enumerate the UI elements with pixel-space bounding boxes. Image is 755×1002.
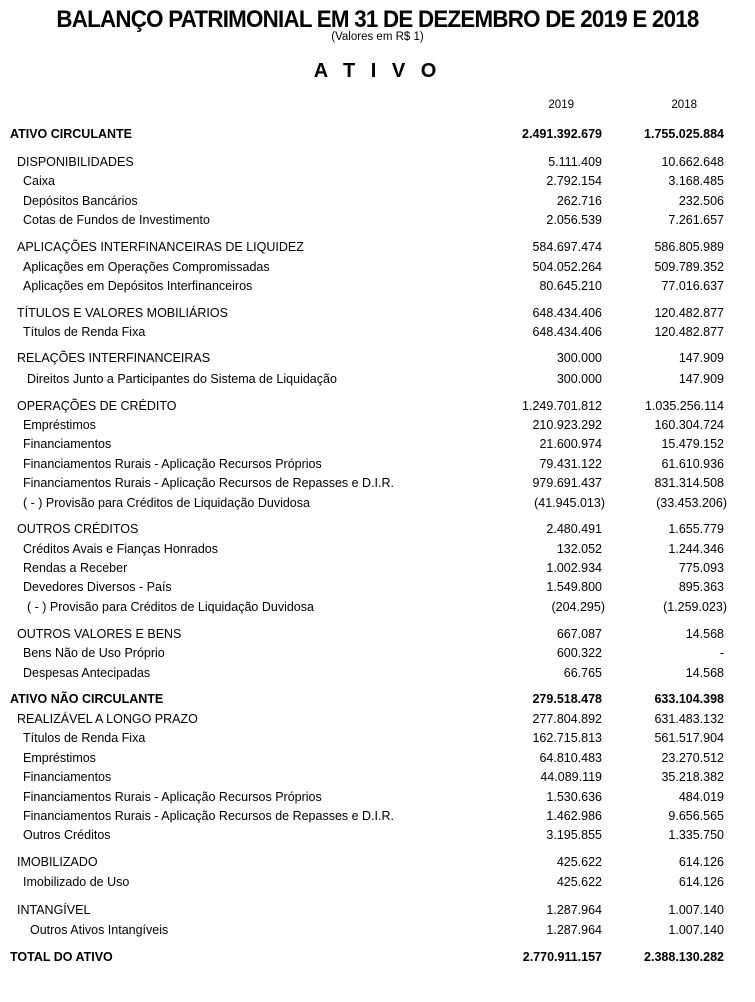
value-2019: 648.434.406 <box>532 325 602 339</box>
row-label: Cotas de Fundos de Investimento <box>23 213 210 227</box>
value-2019: 2.770.911.157 <box>522 950 602 964</box>
value-2019: 1.462.986 <box>546 809 602 823</box>
row-label: Financiamentos <box>23 770 112 784</box>
value-2019: 2.491.392.679 <box>522 127 602 141</box>
table-row <box>0 561 755 579</box>
value-2018: 633.104.398 <box>654 692 724 706</box>
value-2018: 1.655.779 <box>668 522 724 536</box>
table-group-row <box>0 950 755 968</box>
value-2019: 162.715.813 <box>532 731 602 745</box>
row-label: OUTROS CRÉDITOS <box>17 522 139 536</box>
value-2019: 425.622 <box>556 875 602 889</box>
value-2018: 10.662.648 <box>661 155 724 169</box>
row-label: Financiamentos <box>23 437 112 451</box>
value-2018: 614.126 <box>678 855 724 869</box>
value-2019: 262.716 <box>556 194 602 208</box>
row-label: DISPONIBILIDADES <box>17 155 134 169</box>
row-label: Devedores Diversos - País <box>23 580 172 594</box>
value-2018: 14.568 <box>685 666 724 680</box>
value-2019: 5.111.409 <box>548 155 602 169</box>
column-header-2019: 2019 <box>548 99 574 111</box>
value-2018: - <box>719 646 724 660</box>
value-2019: 1.287.964 <box>546 923 602 937</box>
value-2018: 3.168.485 <box>668 174 724 188</box>
table-row <box>0 496 755 514</box>
value-2018: 1.335.750 <box>668 828 724 842</box>
table-row <box>0 580 755 598</box>
row-label: TOTAL DO ATIVO <box>10 950 113 964</box>
row-label: Financiamentos Rurais - Aplicação Recursos de Repasses e D.I.R. <box>23 476 394 490</box>
row-label: Bens Não de Uso Próprio <box>23 646 165 660</box>
row-label: Financiamentos Rurais - Aplicação Recursos Próprios <box>23 790 322 804</box>
table-row <box>0 600 755 618</box>
value-2018: 1.035.256.114 <box>644 399 724 413</box>
row-label: Financiamentos Rurais - Aplicação Recursos Próprios <box>23 457 322 471</box>
row-label: Créditos Avais e Fianças Honrados <box>23 542 219 556</box>
value-2018: 23.270.512 <box>661 751 724 765</box>
value-2019: 584.697.474 <box>532 240 602 254</box>
table-row <box>0 828 755 846</box>
table-subtotal-row <box>0 627 755 645</box>
row-label: Empréstimos <box>23 418 96 432</box>
row-label: OUTROS VALORES E BENS <box>17 627 182 641</box>
value-2018: 586.805.989 <box>654 240 724 254</box>
row-label: INTANGÍVEL <box>17 903 91 917</box>
value-2018: 1.244.346 <box>668 542 724 556</box>
value-2018: 1.007.140 <box>668 923 724 937</box>
value-2019: 79.431.122 <box>539 457 602 471</box>
value-2018: (33.453.206) <box>656 496 727 510</box>
value-2019: 979.691.437 <box>532 476 602 490</box>
value-2018: 9.656.565 <box>668 809 724 823</box>
value-2018: 2.388.130.282 <box>644 950 724 964</box>
row-label: APLICAÇÕES INTERFINANCEIRAS DE LIQUIDEZ <box>17 240 304 254</box>
value-2019: 64.810.483 <box>539 751 602 765</box>
table-row <box>0 418 755 436</box>
row-label: Rendas a Receber <box>23 561 128 575</box>
table-subtotal-row <box>0 306 755 324</box>
row-label: ( - ) Provisão para Créditos de Liquidação Duvidosa <box>23 496 310 510</box>
row-label: Aplicações em Operações Compromissadas <box>23 260 270 274</box>
row-label: ATIVO NÃO CIRCULANTE <box>10 692 164 706</box>
table-row <box>0 476 755 494</box>
table-row <box>0 751 755 769</box>
value-2019: 1.549.800 <box>546 580 602 594</box>
value-2018: 7.261.657 <box>668 213 724 227</box>
table-subtotal-row <box>0 855 755 873</box>
table-row <box>0 809 755 827</box>
table-row <box>0 646 755 664</box>
table-group-row <box>0 692 755 710</box>
table-row <box>0 542 755 560</box>
table-subtotal-row <box>0 351 755 369</box>
value-2018: 831.314.508 <box>654 476 724 490</box>
value-2019: (204.295) <box>551 600 605 614</box>
row-label: Despesas Antecipadas <box>23 666 151 680</box>
value-2019: (41.945.013) <box>534 496 605 510</box>
table-row <box>0 790 755 808</box>
value-2018: (1.259.023) <box>663 600 727 614</box>
table-subtotal-row <box>0 522 755 540</box>
value-2019: 300.000 <box>556 351 602 365</box>
value-2019: 1.002.934 <box>546 561 602 575</box>
row-label: Financiamentos Rurais - Aplicação Recursos de Repasses e D.I.R. <box>23 809 394 823</box>
value-2019: 2.792.154 <box>546 174 602 188</box>
table-row <box>0 731 755 749</box>
value-2019: 600.322 <box>556 646 602 660</box>
value-2018: 147.909 <box>678 351 724 365</box>
table-row <box>0 770 755 788</box>
value-2018: 509.789.352 <box>654 260 724 274</box>
value-2018: 895.363 <box>678 580 724 594</box>
value-2019: 44.089.119 <box>540 770 602 784</box>
value-2019: 425.622 <box>556 855 602 869</box>
value-2018: 61.610.936 <box>661 457 724 471</box>
document-title: BALANÇO PATRIMONIAL EM 31 DE DEZEMBRO DE 2019 E 2018 <box>56 6 699 33</box>
value-2018: 232.506 <box>678 194 724 208</box>
value-2019: 2.480.491 <box>546 522 602 536</box>
table-row <box>0 325 755 343</box>
value-2018: 15.479.152 <box>661 437 724 451</box>
value-2019: 648.434.406 <box>532 306 602 320</box>
row-label: Direitos Junto a Participantes do Sistema de Liquidação <box>27 372 337 386</box>
row-label: Títulos de Renda Fixa <box>23 325 146 339</box>
value-2019: 277.804.892 <box>532 712 602 726</box>
row-label: Outros Créditos <box>23 828 111 842</box>
row-label: Imobilizado de Uso <box>23 875 130 889</box>
value-2018: 14.568 <box>685 627 724 641</box>
table-subtotal-row <box>0 903 755 921</box>
value-2019: 504.052.264 <box>532 260 602 274</box>
row-label: ( - ) Provisão para Créditos de Liquidação Duvidosa <box>27 600 314 614</box>
value-2018: 77.016.637 <box>661 279 724 293</box>
table-row <box>0 457 755 475</box>
value-2019: 80.645.210 <box>539 279 602 293</box>
section-heading: A T I V O <box>313 60 442 82</box>
document-subtitle: (Valores em R$ 1) <box>331 31 424 43</box>
value-2019: 279.518.478 <box>532 692 602 706</box>
table-row <box>0 666 755 684</box>
value-2018: 1.007.140 <box>668 903 724 917</box>
table-row <box>0 279 755 297</box>
value-2018: 120.482.877 <box>654 325 724 339</box>
table-row <box>0 260 755 278</box>
value-2019: 2.056.539 <box>546 213 602 227</box>
row-label: RELAÇÕES INTERFINANCEIRAS <box>17 351 211 365</box>
value-2019: 132.052 <box>556 542 602 556</box>
value-2019: 1.287.964 <box>546 903 602 917</box>
value-2018: 120.482.877 <box>654 306 724 320</box>
value-2019: 300.000 <box>556 372 602 386</box>
value-2018: 775.093 <box>678 561 724 575</box>
value-2018: 160.304.724 <box>654 418 724 432</box>
column-header-2018: 2018 <box>671 99 697 111</box>
table-row <box>0 437 755 455</box>
value-2018: 614.126 <box>678 875 724 889</box>
row-label: TÍTULOS E VALORES MOBILIÁRIOS <box>17 306 228 320</box>
row-label: Aplicações em Depósitos Interfinanceiros <box>23 279 253 293</box>
value-2018: 631.483.132 <box>654 712 724 726</box>
table-subtotal-row <box>0 155 755 173</box>
value-2019: 21.600.974 <box>539 437 602 451</box>
row-label: Depósitos Bancários <box>23 194 138 208</box>
table-row <box>0 875 755 893</box>
value-2019: 667.087 <box>556 627 602 641</box>
value-2018: 147.909 <box>678 372 724 386</box>
table-row <box>0 923 755 941</box>
row-label: Títulos de Renda Fixa <box>23 731 146 745</box>
value-2018: 561.517.904 <box>654 731 724 745</box>
value-2019: 210.923.292 <box>532 418 602 432</box>
value-2019: 1.249.701.812 <box>522 399 602 413</box>
table-group-row <box>0 127 755 145</box>
table-row <box>0 174 755 192</box>
row-label: Caixa <box>23 174 55 188</box>
value-2019: 1.530.636 <box>546 790 602 804</box>
row-label: OPERAÇÕES DE CRÉDITO <box>17 399 177 413</box>
value-2018: 1.755.025.884 <box>644 127 724 141</box>
table-row <box>0 213 755 231</box>
row-label: REALIZÁVEL A LONGO PRAZO <box>17 712 198 726</box>
row-label: Empréstimos <box>23 751 96 765</box>
row-label: ATIVO CIRCULANTE <box>10 127 132 141</box>
value-2019: 66.765 <box>563 666 602 680</box>
row-label: Outros Ativos Intangíveis <box>30 923 169 937</box>
value-2018: 35.218.382 <box>661 770 724 784</box>
value-2018: 484.019 <box>678 790 724 804</box>
table-row <box>0 194 755 212</box>
table-row <box>0 372 755 390</box>
value-2019: 3.195.855 <box>546 828 602 842</box>
table-subtotal-row <box>0 240 755 258</box>
table-subtotal-row <box>0 712 755 730</box>
table-subtotal-row <box>0 399 755 417</box>
row-label: IMOBILIZADO <box>17 855 98 869</box>
